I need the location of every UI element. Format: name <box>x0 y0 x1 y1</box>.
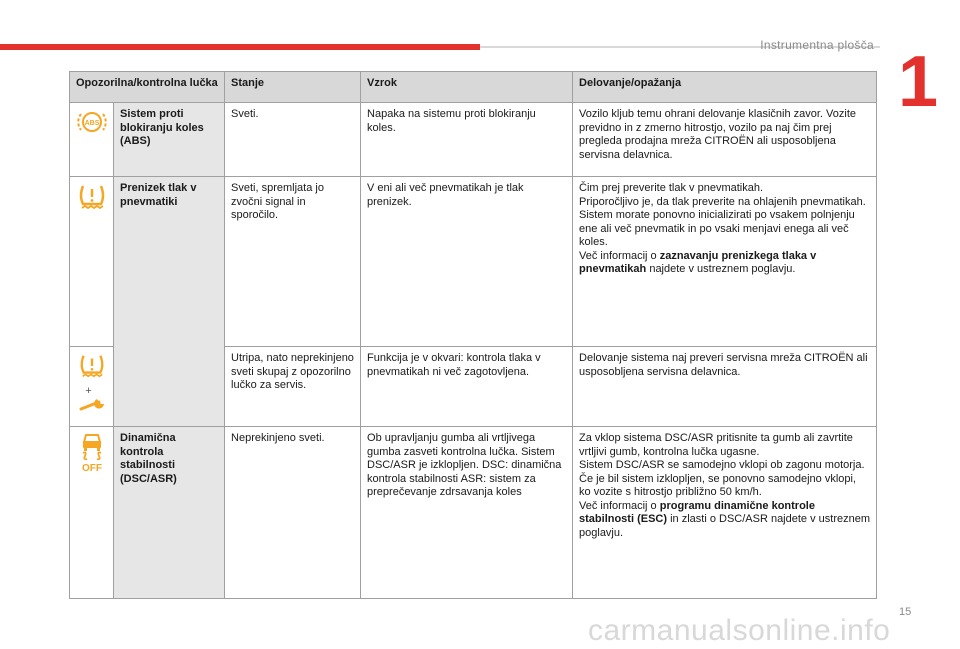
dsc-action-link: programu dinamične kontrole stabilnosti (ESC) <box>579 499 815 525</box>
tyre-service-icon-cell <box>70 347 114 427</box>
tyre-icon-cell <box>70 177 114 347</box>
abs-warning-icon <box>76 108 108 136</box>
dsc-icon-cell <box>70 427 114 599</box>
tyre-service-icons <box>77 352 107 417</box>
svg-text:ABS: ABS <box>84 120 100 127</box>
tyre-action-1-link: zaznavanju prenizkega tlaka v pnevmatikah <box>579 249 817 275</box>
dsc-off-label: OFF <box>81 463 102 474</box>
watermark: carmanualsonline.info <box>588 614 891 647</box>
dsc-name: Dinamična kontrola stabilnosti (DSC/ASR) <box>114 427 225 599</box>
section-title: Instrumentna plošča <box>760 38 874 52</box>
abs-cause: Napaka na sistemu proti blokiranju koles. <box>361 103 573 177</box>
table-row-abs <box>70 103 877 177</box>
dsc-action-c: Če je bil sistem izklopljen, se ponovno samodejno vklopi, ko vozite s hitrostjo približno 50 km/h. <box>579 472 856 498</box>
tyre-state-1: Sveti, spremljata jo zvočni signal in sporočilo. <box>225 177 361 347</box>
tyre-action-1d: Več informacij o <box>579 249 660 262</box>
abs-icon-cell <box>70 103 114 177</box>
dsc-action-e: in zlasti o DSC/ASR najdete v ustreznem poglavju. <box>579 513 871 539</box>
dsc-action-a: Za vklop sistema DSC/ASR pritisnite ta gumb ali zavrtite vrtljivi gumb, kontrolna lučka ugasne. <box>579 432 853 458</box>
abs-action: Vozilo kljub temu ohrani delovanje klasičnih zavor. Vozite previdno in z zmerno hitrostjo, vozilo pa naj čim prej pregleda prodajna mreža CITROËN ali usposobljena servisna delavnica. <box>573 103 877 177</box>
dsc-action-b: Sistem DSC/ASR se samodejno vklopi ob zagonu motorja. <box>579 459 865 471</box>
header-action: Delovanje/opažanja <box>573 72 877 103</box>
dsc-action <box>573 427 877 599</box>
tyre-action-1b: Priporočljivo je, da tlak preverite na ohlajenih pnevmatikah. <box>579 195 866 208</box>
warning-lights-table <box>69 71 877 599</box>
tyre-action-2: Delovanje sistema naj preveri servisna mreža CITROËN ali usposobljena servisna delavnica. <box>573 347 877 427</box>
table-header-row <box>70 72 877 103</box>
tyre-cause-1: V eni ali več pnevmatikah je tlak prenizek. <box>361 177 573 347</box>
wrench-icon <box>77 397 107 413</box>
dsc-off-icon <box>77 432 107 474</box>
header-state: Stanje <box>225 72 361 103</box>
page-number: 15 <box>899 606 912 618</box>
plus-sign: + <box>85 384 92 397</box>
tyre-action-1a: Čim prej preverite tlak v pnevmatikah. <box>579 182 764 194</box>
tyre-pressure-icon <box>77 352 107 380</box>
dsc-state: Neprekinjeno sveti. <box>225 427 361 599</box>
table-row-tyre-1 <box>70 177 877 347</box>
tyre-action-1c: Sistem morate ponovno inicializirati po vsakem polnjenju ene ali več pnevmatik in po vsaki menjavi enega ali več koles. <box>579 209 855 248</box>
abs-name: Sistem proti blokiranju koles (ABS) <box>114 103 225 177</box>
tyre-name: Prenizek tlak v pnevmatiki <box>114 177 225 427</box>
tyre-action-1e: najdete v ustreznem poglavju. <box>646 263 796 275</box>
dsc-cause: Ob upravljanju gumba ali vrtljivega gumba zasveti kontrolna lučka. Sistem DSC/ASR je izklopljen. DSC: dinamična kontrola stabilnosti ASR: sistem za preprečevanje zdrsavanja koles <box>361 427 573 599</box>
table-row-dsc <box>70 427 877 599</box>
dsc-action-d: Več informacij o <box>579 499 660 512</box>
header-cause: Vzrok <box>361 72 573 103</box>
tyre-pressure-icon <box>77 182 107 212</box>
tyre-action-1 <box>573 177 877 347</box>
header-lamp: Opozorilna/kontrolna lučka <box>70 72 225 103</box>
abs-state: Sveti. <box>225 103 361 177</box>
header-red-bar <box>0 44 480 50</box>
tyre-cause-2: Funkcija je v okvari: kontrola tlaka v pnevmatikah ni več zagotovljena. <box>361 347 573 427</box>
tyre-state-2: Utripa, nato neprekinjeno sveti skupaj z opozorilno lučko za servis. <box>225 347 361 427</box>
chapter-number: 1 <box>898 42 939 122</box>
